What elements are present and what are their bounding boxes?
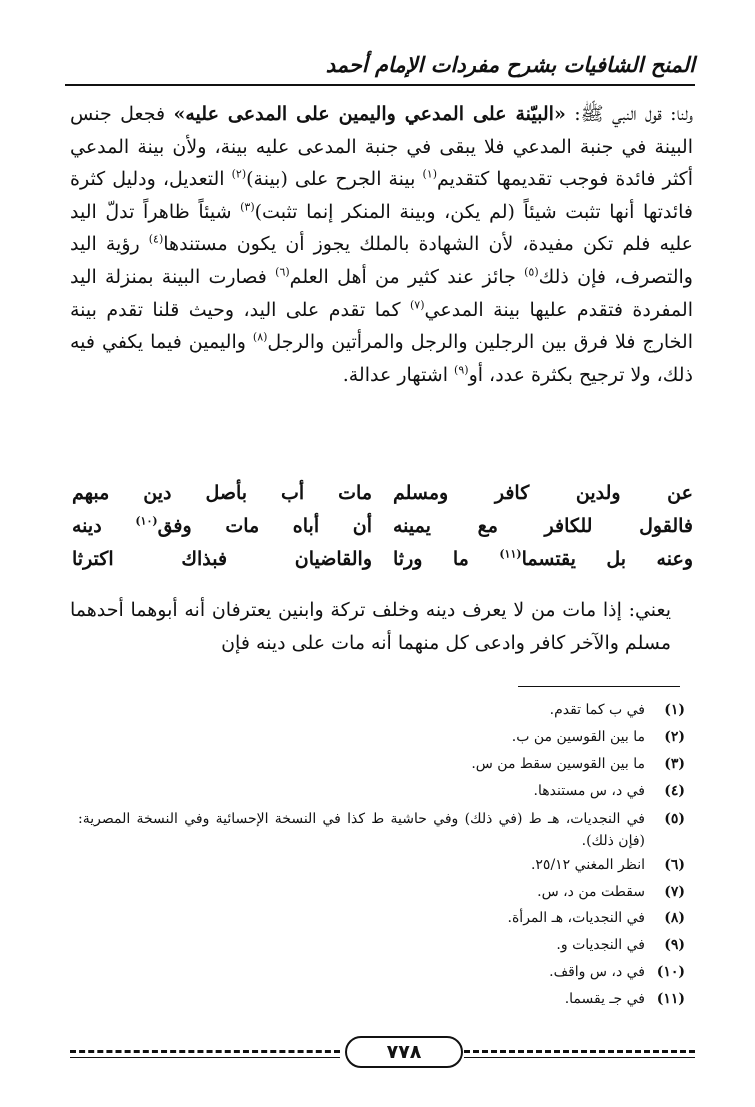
footnote-number: (٣)	[664, 755, 685, 772]
text-span: ولنا: قول النبي ﷺ:	[565, 103, 693, 125]
verse-hemistich-left	[72, 515, 372, 537]
verse-line	[72, 542, 693, 575]
text-span: فصارت البينة بمنزلة اليد المفردة فتقدم عليها بينة المدعي	[70, 265, 693, 321]
footnote-item	[78, 932, 685, 959]
footnote-ref: (٢)	[231, 167, 247, 181]
footnote-ref: (٥)	[524, 265, 539, 279]
verse-text: وعنه بل يقتسما	[521, 547, 693, 570]
footnote-text: في جـ يقسما.	[564, 991, 645, 1008]
footnote-item	[78, 751, 685, 778]
footnote-ref: (٧)	[410, 298, 425, 312]
verse-text: أن أباه مات وفق	[157, 514, 372, 537]
footnote-text: في النجديات، هـ ط (في ذلك) وفي حاشية ط كذا في النسخة الإحسائية وفي النسخة المصرية: (فإن ذلك).	[78, 810, 645, 849]
verse-text: ما ورثا	[393, 547, 500, 570]
main-text	[70, 98, 693, 391]
footnote-text: في ب كما تقدم.	[549, 702, 645, 718]
verse-line	[72, 476, 693, 509]
commentary-text	[70, 594, 693, 659]
text-span: جائز عند كثير من أهل العلم	[289, 265, 525, 288]
footnote-item	[78, 905, 685, 932]
verse-hemistich-right: فالقول للكافر مع يمينه	[393, 514, 693, 537]
footnote-number: (٢)	[664, 728, 685, 745]
verse-line	[72, 509, 693, 542]
footnote-item	[78, 879, 685, 906]
text-span: التعديل، ودليل كثرة فائدتها أنها تثبت شيئاً (لم يكن، وبينة المنكر إنما تثبت)	[70, 168, 693, 223]
footnote-number: (١٠)	[656, 964, 685, 981]
footnote-item	[78, 959, 685, 986]
footnote-number: (٨)	[664, 910, 685, 927]
text-span: فجعل جنس البينة في جنبة المدعي فلا يبقى في جنبة المدعى عليه بينة، ولأن بينة المدعي أكثر فائدة فوجب تقديمها كتقديم	[70, 103, 693, 191]
footnote-ref: (٩)	[454, 363, 469, 377]
verse-hemistich-left: مات أب بأصل دين مبهم	[72, 481, 372, 504]
hadith-quote: «البيّنة على المدعي واليمين على المدعى عليه»	[173, 103, 566, 125]
footer-rule	[464, 1057, 695, 1058]
footnote-ref: (٣)	[240, 200, 255, 214]
footnote-text: في د، س واقف.	[549, 964, 645, 981]
footnote-item	[78, 697, 685, 724]
footnote-item	[78, 986, 685, 1013]
footer-rule	[70, 1057, 340, 1058]
footer-dash-rule	[70, 1050, 340, 1053]
footnote-ref: (٤)	[148, 233, 164, 247]
paragraph-2: يعني: إذا مات من لا يعرف دينه وخلف تركة وابنين يعترفان أنه أبوهما أحدهما مسلم والآخر كافر وادعى كل منهما أنه مات على دينه فإن	[70, 599, 671, 654]
footnote-rule	[518, 686, 680, 687]
footnote-ref: (٨)	[252, 330, 268, 344]
footnote-ref: (١١)	[499, 547, 522, 561]
verse-hemistich-right	[393, 548, 693, 570]
footnote-text: في د، س مستندها.	[533, 782, 645, 799]
footnote-number: (٥)	[664, 810, 685, 827]
footnote-text: في النجديات، هـ المرأة.	[507, 910, 645, 927]
running-header: المنح الشافيات بشرح مفردات الإمام أحمد	[325, 52, 695, 77]
footnote-item	[78, 778, 685, 805]
paragraph-1	[70, 98, 693, 391]
footnote-ref: (١٠)	[135, 514, 158, 528]
footnote-number: (٧)	[664, 883, 685, 900]
text-span: كما تقدم على اليد، وحيث قلنا تقدم بينة الخارج فلا فرق بين الرجلين والرجل والمرأتين والرجل	[70, 298, 693, 354]
header-rule	[65, 84, 695, 86]
footnote-text: ما بين القوسين من ب.	[511, 728, 645, 745]
text-span: رؤية اليد والتصرف، فإن ذلك	[70, 233, 693, 288]
footnote-text: في النجديات و.	[556, 937, 645, 954]
poem-verses	[72, 476, 693, 575]
footnote-number: (٤)	[664, 782, 685, 799]
footnote-text: ما بين القوسين سقط من س.	[471, 755, 645, 772]
footnote-number: (٦)	[664, 856, 685, 873]
footnote-number: (١)	[664, 702, 685, 718]
footnote-item	[78, 724, 685, 751]
footnote-item	[78, 805, 685, 852]
footnote-text: سقطت من د، س.	[537, 883, 645, 900]
text-span: شيئاً ظاهراً تدلّ اليد عليه فلم تكن مفيدة، لأن الشهادة بالملك يجوز أن يكون مستندها	[70, 200, 693, 256]
verse-hemistich-right: عن ولدين كافر ومسلم	[393, 481, 693, 504]
text-span: واليمين فيما يكفي فيه ذلك، ولا ترجيح بكثرة عدد، أو	[70, 331, 693, 386]
footnote-number: (١١)	[656, 991, 685, 1008]
page-footer	[70, 1036, 695, 1066]
footnote-item	[78, 852, 685, 879]
footnote-text: انظر المغني ٢٥/١٢.	[530, 856, 645, 873]
text-span: بينة الجرح على (بينة)	[246, 168, 423, 191]
verse-hemistich-left: والقاضيان فبذاك اكترثا	[72, 547, 372, 570]
text-span: اشتهار عدالة.	[342, 363, 455, 386]
footnotes	[78, 697, 685, 1013]
footer-dash-rule	[464, 1050, 695, 1053]
footnote-ref: (٦)	[275, 265, 290, 279]
verse-text: دينه	[72, 514, 136, 537]
footnote-number: (٩)	[664, 937, 685, 954]
page-number: ٧٧٨	[345, 1036, 463, 1068]
footnote-ref: (١)	[422, 167, 437, 181]
